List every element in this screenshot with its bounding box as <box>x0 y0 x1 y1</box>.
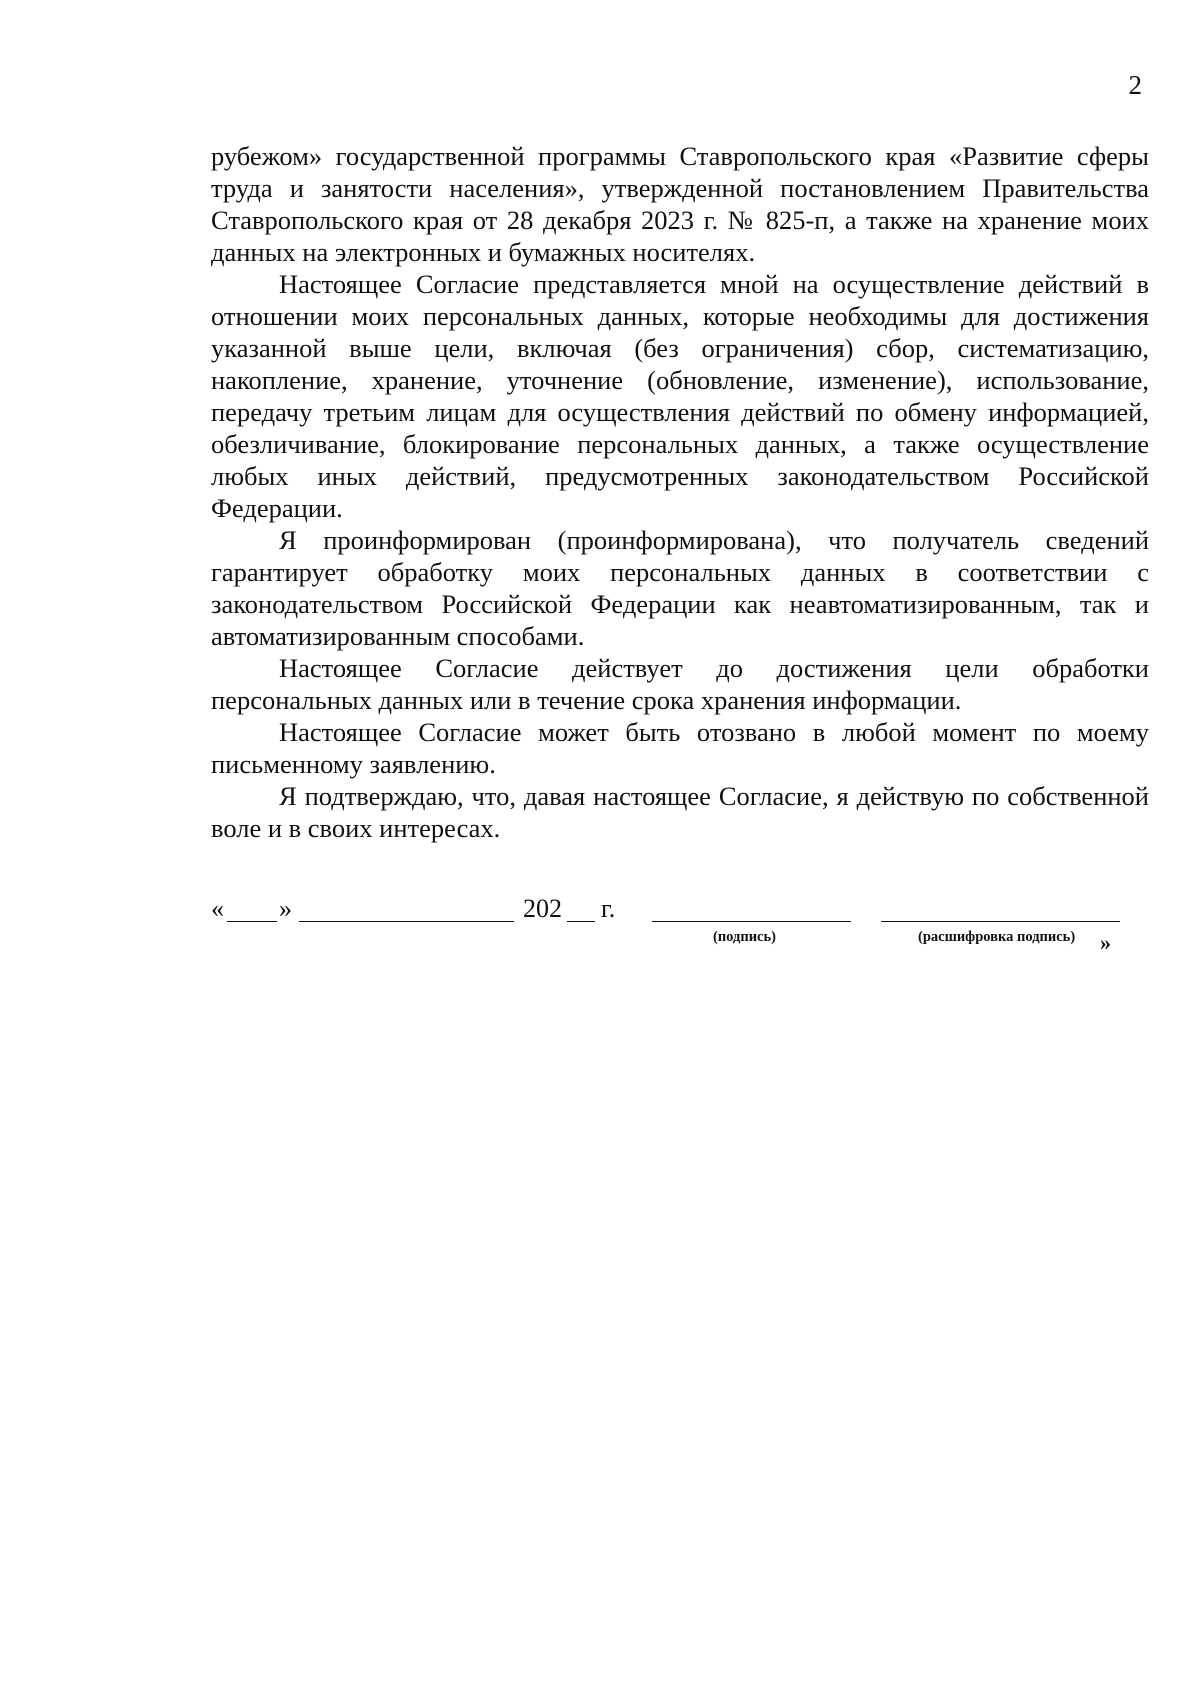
paragraph-revocation: Настоящее Согласие может быть отозвано в любой момент по моему письменному заявлению. <box>211 717 1149 779</box>
year-blank-line[interactable] <box>567 921 595 922</box>
paragraph-information-notice: Я проинформирован (проинформирована), что получатель сведений гарантирует обработку моих персональных данных в соответствии с законодательством Российской Федерации как неавтоматизированным, так и автоматизированным способами. <box>211 525 1149 651</box>
month-blank-line[interactable] <box>299 921 514 922</box>
year-prefix: 202 <box>523 894 562 923</box>
day-blank-line[interactable] <box>227 921 277 922</box>
consent-body <box>211 140 1149 844</box>
page-number: 2 <box>1128 70 1142 100</box>
date-close-quote: » <box>279 894 292 923</box>
date-open-quote: « <box>211 894 224 923</box>
caption-closing-mark: » <box>1100 930 1111 955</box>
paragraph-confirmation: Я подтверждаю, что, давая настоящее Согласие, я действую по собственной воле и в своих интересах. <box>211 781 1149 843</box>
paragraph-processing-actions: Настоящее Согласие представляется мной на осуществление действий в отношении моих персональных данных, которые необходимы для достижения указанной выше цели, включая (без ограничения) сбор, систематизацию, накопление, хранение, уточнение (обновление, изменение), использование, передачу третьим лицам для осуществления действий по обмену информацией, обезличивание, блокирование персональных данных, а также осуществление любых иных действий, предусмотренных законодательством Российской Федерации. <box>211 269 1149 523</box>
paragraph-validity-term: Настоящее Согласие действует до достижения цели обработки персональных данных или в течение срока хранения информации. <box>211 653 1149 715</box>
signature-blank-line[interactable] <box>652 921 851 922</box>
name-blank-line[interactable] <box>881 921 1120 922</box>
signature-caption: (подпись) <box>713 929 776 945</box>
name-caption: (расшифровка подпись) <box>918 929 1076 945</box>
paragraph-purpose-continuation: рубежом» государственной программы Ставропольского края «Развитие сферы труда и занятости населения», утвержденной постановлением Правительства Ставропольского края от 28 декабря 2023 г. № 825-п, а также на хранение моих данных на электронных и бумажных носителях. <box>211 141 1149 267</box>
signature-row <box>211 893 1149 927</box>
year-suffix: г. <box>601 894 616 923</box>
